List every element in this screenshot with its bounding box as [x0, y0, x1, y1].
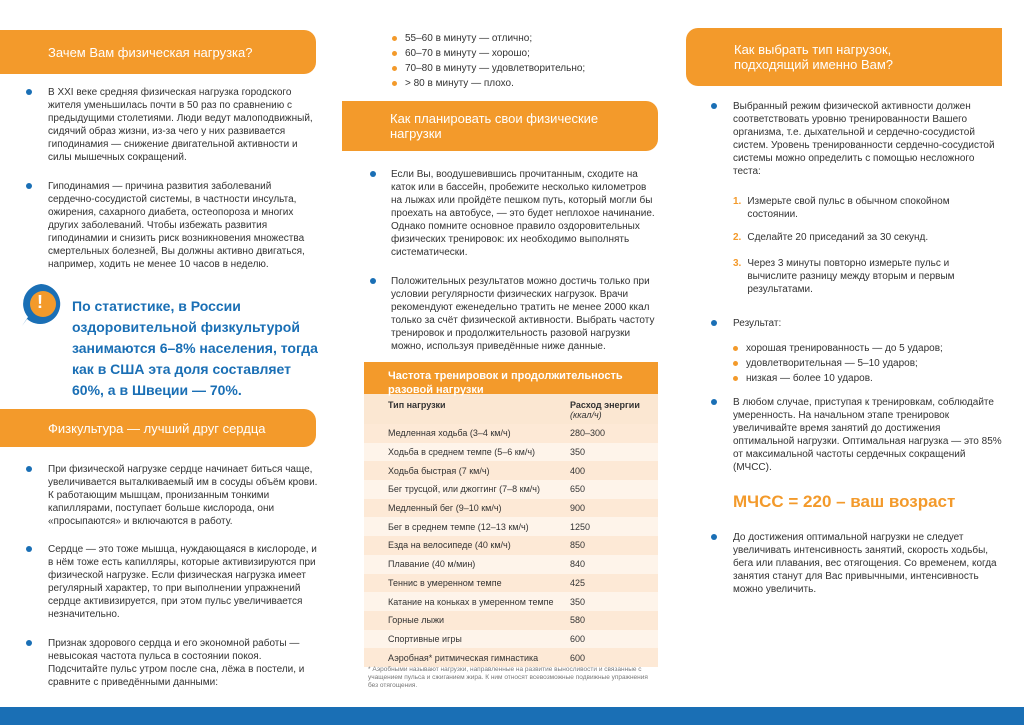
- table-row: Горные лыжи 580: [364, 611, 658, 630]
- paragraph: Гиподинамия — причина развития заболеваний сердечно-сосудистой системы, в частности инсульта, ожирения, сахарного диабета, остеопороза и многих других заболеваний. Чтобы избежать развития гиподинамии и снизить риск возникновения множества смертельных болезней, Вы должны активно двигаться, например, ходить не менее 10 часов в неделю.: [48, 181, 305, 270]
- bullet-icon: [26, 89, 32, 95]
- bullet-icon: [733, 361, 738, 366]
- formula: МЧСС = 220 – ваш возраст: [733, 492, 956, 511]
- paragraph: Признак здорового сердца и его экономной работы — невысокая частота пульса в состоянии покоя. Подсчитайте пульс утром после сна, лёжа в постели, и сравните с приведёнными данными:: [48, 638, 305, 688]
- bullet-icon: [711, 103, 717, 109]
- table-title: Частота тренировок и продолжительность разовой нагрузки: [364, 362, 658, 394]
- banner-title: Как выбрать тип нагрузок, подходящий именно Вам?: [734, 42, 894, 72]
- paragraph: Положительных результатов можно достичь только при условии регулярности физических нагрузок. Врачи рекомендуют еженедельно тратить не менее 2000 ккал только за счёт физической активности. Выбрать частоту тренировок и продолжительность разовой нагрузки можно, используя приведённые ниже данные.: [391, 276, 655, 352]
- paragraph: Сердце — это тоже мышца, нуждающаяся в кислороде, и в нём тоже есть капилляры, которые активизируются при физической нагрузке. Если физическая нагрузка имеет регулярный характер, то при выполнении упражнений сердце активизируется, при этом пульс увеличивается незначительно.: [48, 544, 317, 620]
- exclamation-mark: !: [37, 292, 43, 312]
- list-item: 1. Измерьте свой пульс в обычном спокойном состоянии.: [733, 196, 950, 220]
- table-row: Ходьба быстрая (7 км/ч) 400: [364, 461, 658, 480]
- table-row: Медленный бег (9–10 км/ч) 900: [364, 499, 658, 518]
- table-row: Спортивные игры 600: [364, 630, 658, 649]
- paragraph: Выбранный режим физической активности должен соответствовать уровню тренированности Вашего организма, т.е. дыхательной и сердечно-сосудистой систем. Уровень тренированности сердечно-сосудистой системы можно определить с помощью несложного теста:: [733, 101, 995, 177]
- list-item: хорошая тренированность — до 5 ударов;: [733, 342, 993, 355]
- banner-title: Физкультура — лучший друг сердца: [48, 420, 266, 436]
- bullet-icon: [26, 546, 32, 552]
- column-header: Тип нагрузки: [388, 400, 446, 410]
- bullet-icon: [26, 466, 32, 472]
- list-item: 60–70 в минуту — хорошо;: [392, 47, 652, 60]
- bullet-icon: [392, 81, 397, 86]
- table-footnote: * Аэробными называют нагрузки, направленные на развитие выносливости и связанные с учащением пульса и сжиганием жира. К ним относят всевозможные подвижные упражнения без отягощения.: [368, 666, 648, 689]
- paragraph: Если Вы, воодушевившись прочитанным, сходите на каток или в бассейн, пробежите несколько километров на лыжах или пройдёте пешком путь, который могли бы проехать на автобусе, — это будет неплохое начинание. Однако помните основное правило оздоровительных физических тренировок: их необходимо выполнять систематически.: [391, 169, 655, 258]
- list-item: низкая — более 10 ударов.: [733, 372, 993, 385]
- paragraph: До достижения оптимальной нагрузки не следует увеличивать интенсивность занятий, скорость ходьбы, бега или плавания, вес отягощения. Со временем, когда занятия станут для Вас привычными, интенсивность можно увеличить.: [733, 532, 997, 595]
- paragraph: В любом случае, приступая к тренировкам, соблюдайте умеренность. На начальном этапе тренировок увеличивайте время занятий до достижения оптимальной нагрузки. Оптимальная нагрузка — это 85% от максимальной частоты сердечных сокращений (МЧСС).: [733, 397, 1002, 473]
- table-row: Ходьба в среднем темпе (5–6 км/ч) 350: [364, 443, 658, 462]
- test-steps: [733, 195, 973, 296]
- bullet-icon: [392, 66, 397, 71]
- table-row: Бег трусцой, или джоггинг (7–8 км/ч) 650: [364, 480, 658, 499]
- result-list: [733, 342, 993, 387]
- column-header: Расход энергии (ккал/ч): [570, 400, 640, 420]
- info-pin-icon: [18, 282, 64, 328]
- list-item: 70–80 в минуту — удовлетворительно;: [392, 62, 652, 75]
- energy-table: [364, 362, 658, 667]
- table-row: Медленная ходьба (3–4 км/ч) 280–300: [364, 424, 658, 443]
- table-row: Катание на коньках в умеренном темпе 350: [364, 592, 658, 611]
- banner-why-exercise: [0, 30, 316, 74]
- bullet-icon: [370, 278, 376, 284]
- table-body: [364, 424, 658, 667]
- bullet-icon: [711, 320, 717, 326]
- bullet-icon: [26, 640, 32, 646]
- bullet-icon: [26, 183, 32, 189]
- pulse-list: [392, 32, 652, 92]
- paragraph: В XXI веке средняя физическая нагрузка городского жителя уменьшилась почти в 50 раз по сравнению с предыдущими столетиями. Люди ведут малоподвижный, сидячий образ жизни, из-за чего у них развивается гиподинамия — снижение двигательной активности и силы мышечных сокращений.: [48, 87, 313, 163]
- footer-band: [0, 707, 1024, 725]
- table-row: Бег в среднем темпе (12–13 км/ч) 1250: [364, 517, 658, 536]
- bullet-icon: [392, 51, 397, 56]
- bullet-icon: [711, 399, 717, 405]
- bullet-icon: [370, 171, 376, 177]
- banner-choose-type: [686, 28, 1002, 86]
- table-row: Езда на велосипеде (40 км/ч) 850: [364, 536, 658, 555]
- bullet-icon: [733, 346, 738, 351]
- banner-planning: [342, 101, 658, 151]
- list-item: > 80 в минуту — плохо.: [392, 77, 652, 90]
- table-row: Теннис в умеренном темпе 425: [364, 574, 658, 593]
- bullet-icon: [392, 36, 397, 41]
- result-label: Результат:: [733, 318, 782, 329]
- table-header: [364, 394, 658, 424]
- banner-title: Зачем Вам физическая нагрузка?: [48, 44, 253, 60]
- bullet-icon: [711, 534, 717, 540]
- paragraph: При физической нагрузке сердце начинает биться чаще, увеличивается выталкиваемый им в сосуды объём крови. К работающим мышцам, пронизанным тонкими капиллярами, поступает больше кислорода, они «просыпаются» и включаются в работу.: [48, 464, 318, 527]
- table-row: Плавание (40 м/мин) 840: [364, 555, 658, 574]
- list-item: 55–60 в минуту — отлично;: [392, 32, 652, 45]
- banner-heart: [0, 409, 316, 447]
- banner-title: Как планировать свои физические нагрузки: [390, 111, 599, 141]
- list-item: удовлетворительная — 5–10 ударов;: [733, 357, 993, 370]
- bullet-icon: [733, 376, 738, 381]
- list-item: 2. Сделайте 20 приседаний за 30 секунд.: [733, 232, 929, 243]
- table-row: Аэробная* ритмическая гимнастика 600: [364, 648, 658, 667]
- list-item: 3. Через 3 минуты повторно измерьте пульс и вычислите разницу между вторым и первым результатами.: [733, 258, 955, 295]
- statistic-callout: По статистике, в России оздоровительной физкультурой занимаются 6–8% населения, тогда как в США эта доля составляет 60%, а в Швеции — 70%.: [72, 298, 318, 398]
